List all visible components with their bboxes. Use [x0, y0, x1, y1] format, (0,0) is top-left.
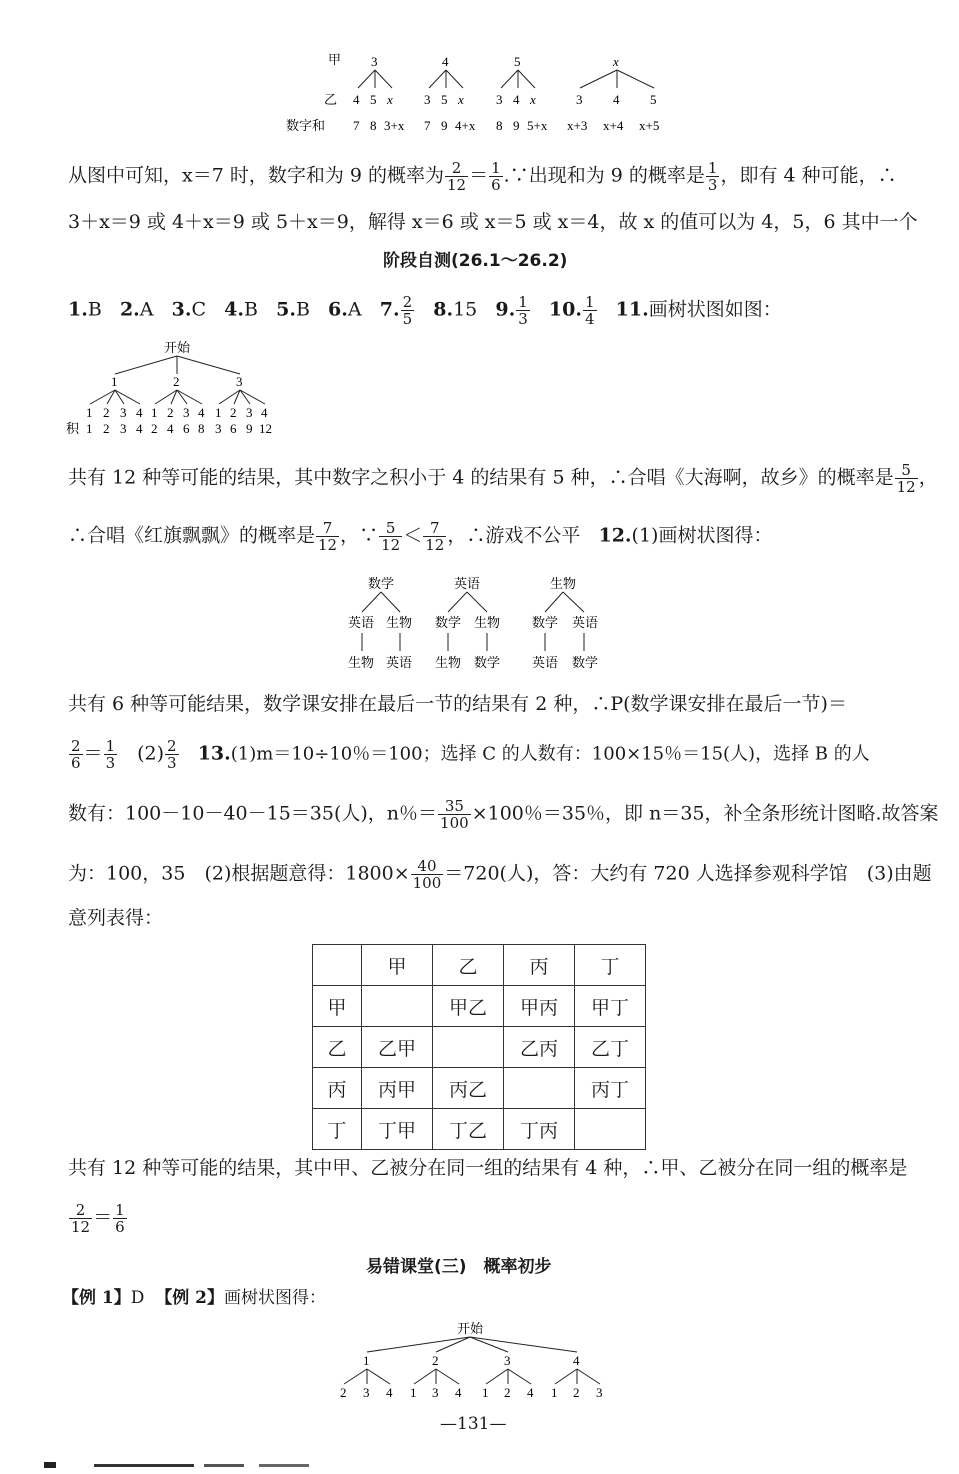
fraction: $\frac{1}{6}$	[491, 159, 501, 194]
tree-sum: 7	[424, 118, 431, 133]
fraction: $\frac{2}{12}$	[71, 1201, 91, 1236]
tree-product: 12	[259, 421, 272, 436]
tree-leaf: 2	[167, 405, 174, 420]
tree-leaf: 2	[340, 1385, 347, 1400]
fraction: $\frac{1}{4}$	[584, 293, 595, 328]
tree-leaf: 1	[215, 405, 222, 420]
question-number: 4.	[224, 298, 244, 321]
text: ＝720(人)，答：大约有 720 人选择参观科学馆 (3)由题	[444, 862, 932, 885]
tree-node: 生物	[474, 615, 501, 630]
tree-leaf: 4	[261, 405, 268, 420]
tree-leaf: 4	[386, 1385, 393, 1400]
tree-leaf: 1	[410, 1385, 417, 1400]
text: 共有 12 种等可能的结果，其中数字之积小于 4 的结果有 5 种，∴合唱《大海啊，故乡》的概率是	[68, 466, 894, 489]
tree-root: 开始	[164, 340, 191, 355]
table-cell	[433, 1027, 504, 1068]
table-cell: 甲乙	[433, 986, 504, 1027]
tree-node: 1	[111, 374, 118, 389]
tree-label-sum: 数字和	[286, 118, 326, 133]
question-number: 8.	[433, 298, 454, 321]
tree-leaf: 生物	[435, 655, 462, 670]
fraction: $\frac{2}{5}$	[402, 293, 413, 328]
tree-leaf: x	[458, 92, 464, 107]
tree-node: 生物	[386, 615, 413, 630]
table-cell: 丁	[575, 945, 646, 986]
section-heading-stage-test: 阶段自测(26.1～26.2)	[383, 251, 568, 271]
tree-leaf: 3	[246, 405, 253, 420]
fraction: $\frac{40}{100}$	[412, 857, 442, 892]
tree-leaf: 4	[455, 1385, 462, 1400]
fraction: $\frac{35}{100}$	[440, 797, 469, 832]
table-header-row	[313, 945, 646, 986]
table-cell: 丁甲	[362, 1109, 433, 1150]
tree-leaf: 3	[576, 92, 583, 107]
text: ，	[918, 466, 938, 489]
text: ，∵	[340, 524, 379, 547]
tree-leaf: 4	[198, 405, 205, 420]
tree-root: 数学	[368, 576, 395, 591]
answer: 15	[453, 298, 478, 321]
table-cell: 甲	[362, 945, 433, 986]
section-heading-mistakes: 易错课堂(三) 概率初步	[366, 1257, 552, 1277]
fraction: $\frac{5}{12}$	[381, 519, 401, 554]
tree-leaf: 5	[650, 92, 657, 107]
fraction: $\frac{1}{3}$	[707, 159, 718, 194]
tree-leaf: 1	[482, 1385, 489, 1400]
fraction: $\frac{7}{12}$	[318, 519, 338, 554]
fraction: $\frac{7}{12}$	[425, 519, 445, 554]
tree-product: 1	[86, 421, 93, 436]
tree-leaf: 3	[363, 1385, 370, 1400]
text: 为：100，35 (2)根据题意得：1800×	[68, 862, 410, 885]
fraction: $\frac{2}{6}$	[71, 737, 81, 772]
tree-node: 数学	[435, 615, 462, 630]
question-number: 7.	[379, 298, 400, 321]
tree-sum: 9	[441, 118, 448, 133]
question-number: 11.	[615, 298, 649, 321]
tree-leaf: 英语	[532, 655, 559, 670]
tree-root: 开始	[457, 1321, 484, 1336]
tree-leaf: 3	[183, 405, 190, 420]
tree-product: 9	[246, 421, 253, 436]
tree-leaf: 3	[596, 1385, 603, 1400]
tree-node: x	[613, 54, 619, 69]
fraction: $\frac{1}{6}$	[115, 1201, 125, 1236]
table-row	[313, 986, 646, 1027]
tree-leaf: 4	[136, 405, 143, 420]
tree-leaf: 4	[527, 1385, 534, 1400]
question-number: 5.	[276, 298, 296, 321]
tree-node: 英语	[572, 615, 599, 630]
tree-product: 3	[215, 421, 222, 436]
bottom-decoration	[44, 1462, 314, 1468]
text: 从图中可知，x＝7 时，数字和为 9 的概率为	[68, 164, 445, 187]
table-cell: 乙	[433, 945, 504, 986]
text: ＝	[83, 742, 103, 765]
table-cell: 丁丙	[504, 1109, 575, 1150]
table-cell: 丙	[504, 945, 575, 986]
text: ＝	[469, 164, 489, 187]
text: (2)	[118, 742, 165, 765]
tree-sum: 4+x	[455, 118, 476, 133]
tree-label-yi: 乙	[324, 92, 338, 107]
answer: A	[347, 298, 362, 321]
tree-sum: 3+x	[384, 118, 405, 133]
paragraph-1-line-1	[68, 160, 897, 193]
paragraph-1-line-2: 3＋x＝9 或 4＋x＝9 或 5＋x＝9，解得 x＝6 或 x＝5 或 x＝4，故 x 的值可以为 4，5，6 其中一个	[68, 211, 918, 233]
product-label: 积	[66, 421, 80, 436]
fraction: $\frac{2}{3}$	[167, 737, 177, 772]
tree-sum: 5+x	[527, 118, 548, 133]
table-cell: 丁乙	[433, 1109, 504, 1150]
question-number: 10.	[548, 298, 582, 321]
paragraph-3-line-2	[68, 738, 870, 771]
tree-product: 8	[198, 421, 205, 436]
tree-leaf: 5	[370, 92, 377, 107]
table-row	[313, 1109, 646, 1150]
tree-sum: 7	[353, 118, 360, 133]
answer: D	[130, 1288, 145, 1308]
paragraph-2-line-1	[68, 462, 938, 495]
sum-tree-diagram	[280, 48, 700, 138]
fraction: $\frac{1}{3}$	[105, 737, 116, 772]
fraction: $\frac{5}{12}$	[896, 461, 916, 496]
tree-leaf: 3	[424, 92, 431, 107]
paragraph-4-line-2	[68, 1202, 128, 1235]
paragraph-2-line-2	[68, 520, 772, 553]
example-label: 【例 1】	[62, 1288, 131, 1308]
table-cell: 甲丙	[504, 986, 575, 1027]
text: ，即有 4 种可能，∴	[720, 164, 897, 187]
table-cell: 丁	[313, 1109, 362, 1150]
example-tree-diagram	[330, 1318, 620, 1400]
tree-node: 4	[573, 1353, 580, 1368]
question-number: 12.	[598, 524, 632, 547]
tree-node: 3	[504, 1353, 511, 1368]
tree-label-jia: 甲	[328, 52, 342, 67]
question-number: 9.	[495, 298, 516, 321]
tree-leaf: 数学	[572, 655, 599, 670]
text: .∵出现和为 9 的概率是	[503, 164, 705, 187]
fraction: $\frac{1}{3}$	[518, 293, 528, 328]
answer: B	[244, 298, 258, 321]
answer: B	[87, 298, 102, 321]
tree-product: 6	[183, 421, 190, 436]
tree-leaf: 2	[573, 1385, 580, 1400]
answer: A	[139, 298, 154, 321]
tree-leaf: 3	[120, 405, 127, 420]
tree-sum: x+5	[639, 118, 660, 133]
tree-leaf: x	[530, 92, 536, 107]
tree-leaf: 2	[230, 405, 237, 420]
table-cell	[504, 1068, 575, 1109]
question-number: 6.	[328, 298, 348, 321]
table-cell: 乙甲	[362, 1027, 433, 1068]
tree-leaf: 1	[151, 405, 158, 420]
table-cell: 丙	[313, 1068, 362, 1109]
tree-leaf: 4	[613, 92, 620, 107]
paragraph-4-line-1: 共有 12 种等可能的结果，其中甲、乙被分在同一组的结果有 4 种，∴甲、乙被分在同一组的概率是	[68, 1157, 908, 1179]
tree-sum: 8	[370, 118, 377, 133]
table-cell: 甲	[313, 986, 362, 1027]
tree-sum: 8	[496, 118, 503, 133]
tree-product: 2	[103, 421, 110, 436]
text: ×100％＝35％，即 n＝35，补全条形统计图略.故答案	[471, 802, 939, 825]
product-tree-diagram	[62, 338, 292, 438]
page-number: —131—	[440, 1414, 507, 1434]
table-row	[313, 1027, 646, 1068]
tree-leaf: 1	[551, 1385, 558, 1400]
tree-root: 生物	[550, 576, 577, 591]
table-cell: 丙甲	[362, 1068, 433, 1109]
paragraph-3-line-5: 意列表得：	[68, 907, 164, 929]
question-number: 2.	[119, 298, 140, 321]
paragraph-3-line-3	[68, 798, 939, 831]
tree-node: 1	[363, 1353, 370, 1368]
tree-leaf: 4	[513, 92, 520, 107]
example-label: 【例 2】	[155, 1288, 224, 1308]
tree-product: 4	[167, 421, 174, 436]
tree-root: 英语	[454, 576, 481, 591]
tree-product: 3	[120, 421, 127, 436]
tree-sum: x+4	[603, 118, 624, 133]
answer: C	[191, 298, 207, 321]
answer: 画树状图如图：	[648, 298, 782, 321]
tree-node: 2	[432, 1353, 439, 1368]
examples-line	[62, 1286, 326, 1310]
tree-node: 数学	[532, 615, 559, 630]
fraction: $\frac{2}{12}$	[447, 159, 467, 194]
paragraph-3-line-4	[68, 858, 932, 891]
tree-product: 2	[151, 421, 158, 436]
tree-node: 3	[371, 54, 378, 69]
text: 数有：100－10－40－15＝35(人)，n％＝	[68, 802, 438, 825]
paragraph-3-line-1: 共有 6 种等可能结果，数学课安排在最后一节的结果有 2 种，∴P(数学课安排在最后一节)＝	[68, 693, 847, 715]
table-cell	[575, 1109, 646, 1150]
tree-leaf: 1	[86, 405, 93, 420]
tree-leaf: 5	[441, 92, 448, 107]
tree-leaf: 2	[504, 1385, 511, 1400]
tree-node: 5	[514, 54, 521, 69]
table-cell: 乙丁	[575, 1027, 646, 1068]
tree-leaf: 4	[353, 92, 360, 107]
text: (1)m＝10÷10％＝100；选择 C 的人数有：100×15％＝15(人)，选择 B 的人	[230, 743, 870, 765]
tree-leaf: x	[387, 92, 393, 107]
tree-node: 3	[236, 374, 243, 389]
table-cell	[313, 945, 362, 986]
tree-node: 4	[442, 54, 449, 69]
text: ，∴游戏不公平	[447, 524, 581, 547]
tree-node: 2	[173, 374, 180, 389]
tree-leaf: 3	[432, 1385, 439, 1400]
text: ＝	[93, 1206, 113, 1229]
tree-sum: 9	[513, 118, 520, 133]
table-cell	[362, 986, 433, 1027]
subject-tree-diagram	[340, 572, 610, 672]
tree-leaf: 3	[496, 92, 503, 107]
tree-sum: x+3	[567, 118, 588, 133]
answers-line	[68, 294, 782, 327]
tree-leaf: 数学	[474, 655, 501, 670]
tree-leaf: 2	[103, 405, 110, 420]
tree-leaf: 生物	[348, 655, 375, 670]
tree-product: 6	[230, 421, 237, 436]
table-cell: 乙	[313, 1027, 362, 1068]
text: ∴合唱《红旗飘飘》的概率是	[68, 524, 316, 547]
tree-product: 4	[136, 421, 143, 436]
tree-node: 英语	[348, 615, 375, 630]
table-cell: 乙丙	[504, 1027, 575, 1068]
tree-leaf: 英语	[386, 655, 413, 670]
pairing-table	[312, 944, 646, 1150]
table-cell: 甲丁	[575, 986, 646, 1027]
table-row	[313, 1068, 646, 1109]
text: (1)画树状图得：	[631, 524, 773, 547]
answer: B	[295, 298, 310, 321]
question-number: 1.	[68, 298, 88, 321]
table-cell: 丙乙	[433, 1068, 504, 1109]
text: ＜	[403, 524, 423, 547]
question-number: 3.	[171, 298, 192, 321]
text: 画树状图得：	[223, 1288, 326, 1308]
question-number: 13.	[197, 742, 231, 765]
table-cell: 丙丁	[575, 1068, 646, 1109]
